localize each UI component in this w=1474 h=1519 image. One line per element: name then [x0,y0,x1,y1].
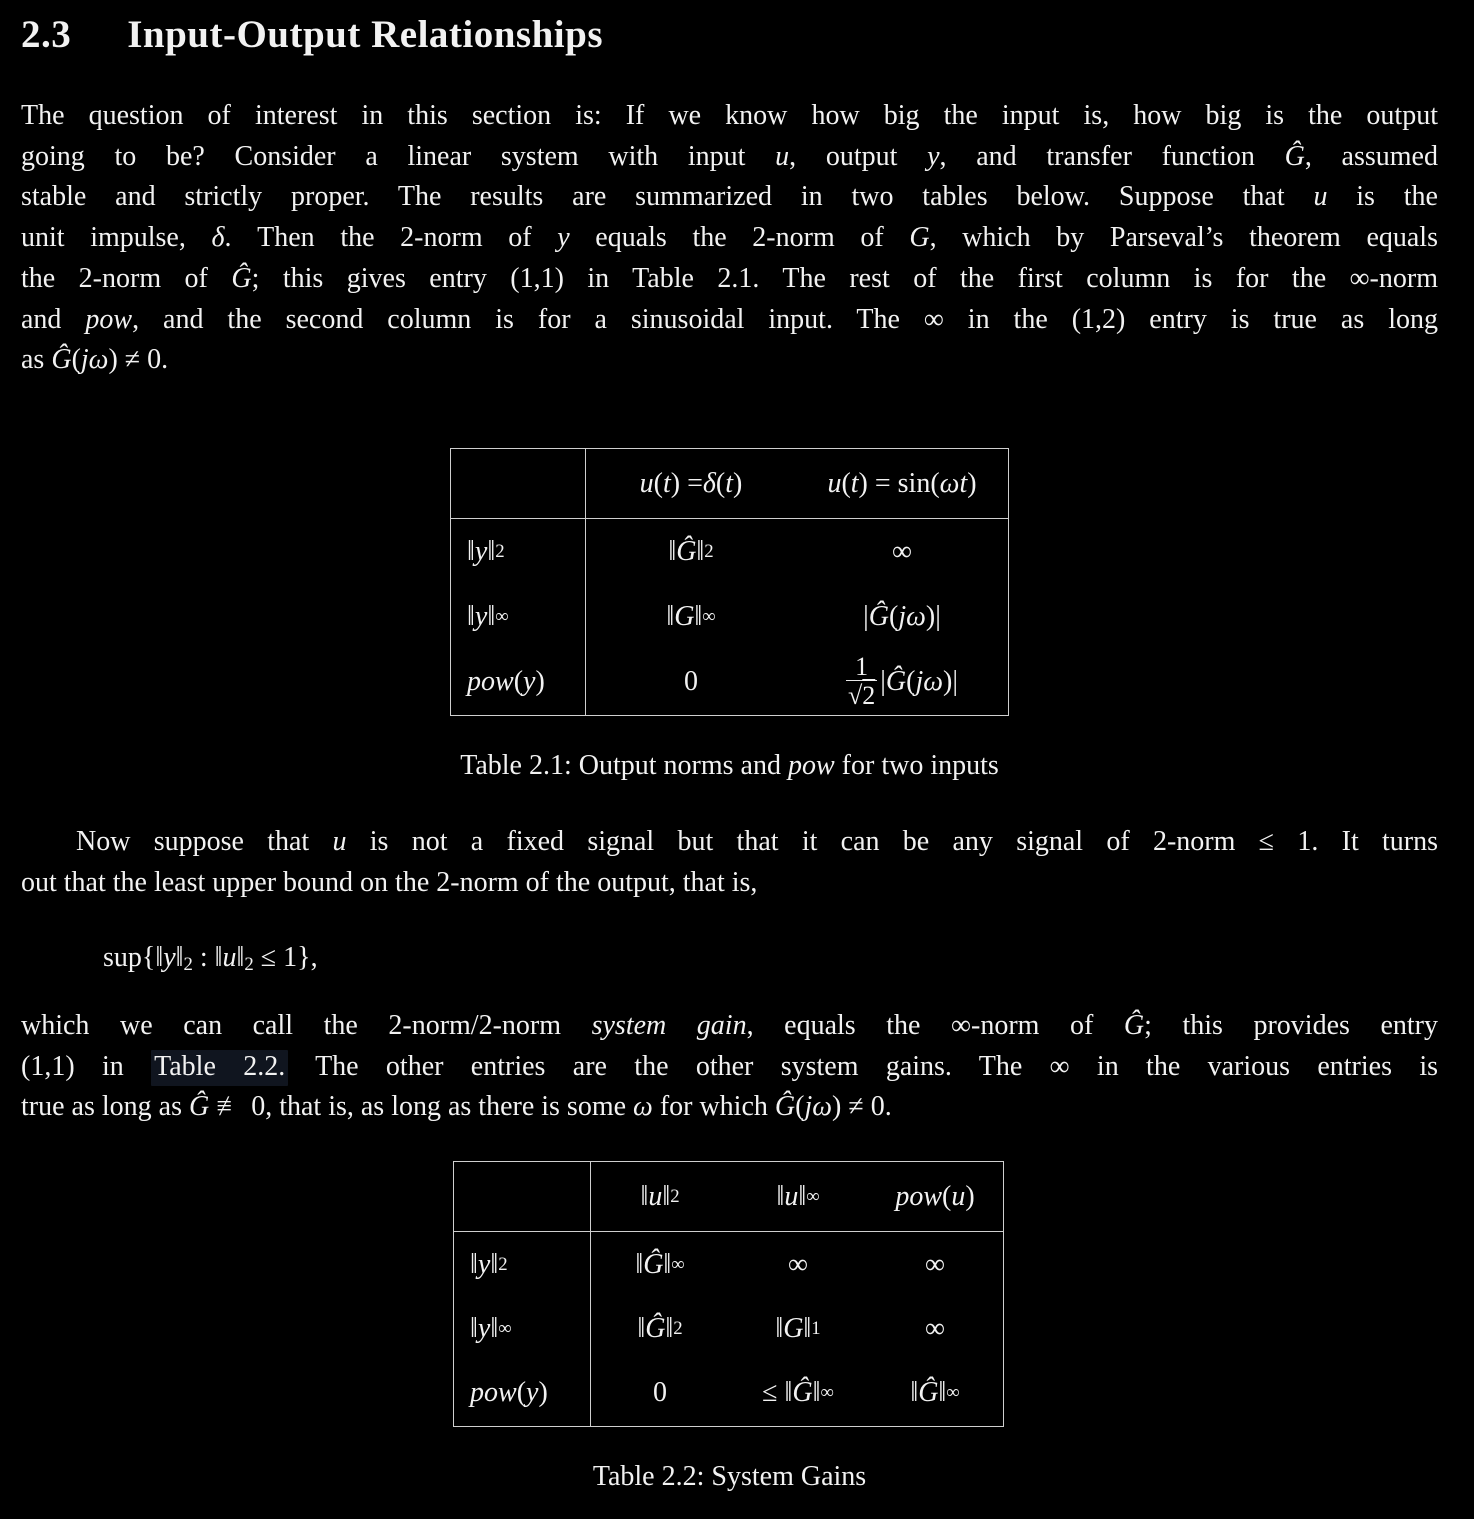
table-2-2-cell: ‖ G ‖ 1 [775,1313,821,1345]
table-2-1-cell: ‖ Ĝ ‖ 2 [668,536,714,568]
paragraph-3 [21,1006,1438,1128]
table-2-2-header-uinf: ‖ u ‖ ∞ [729,1162,867,1232]
table-2-2-row-label: ‖ y ‖ ∞ [454,1298,591,1360]
table-caption-1: Table 2.1: Output norms and pow for two inputs [460,750,999,781]
paragraph-1 [21,96,1438,381]
table-2-2-header-u2: ‖ u ‖ 2 [591,1162,729,1232]
table-2-2-cell: ∞ [788,1249,808,1281]
table-2-2-cell: ‖ Ĝ ‖ ∞ [910,1377,960,1409]
display-equation: $sup\{‖y‖_2$ : $‖u‖_2 \le 1$}, [103,942,318,976]
table-2-2-row-label: ‖ y ‖ 2 [454,1232,591,1298]
paragraph-line: going to be? Consider a linear system with input u, output y, and transfer function Ĝ, assumed [21,140,1438,172]
paragraph-line: Now suppose that u is not a fixed signal but that it can be any signal of 2-norm ≤ 1. It turns [76,826,1438,857]
table-2-1 [450,448,1009,716]
table-2-1-corner-cell [451,449,586,519]
section-heading [21,12,603,57]
table-2-1-row-label: ‖ y ‖ ∞ [451,585,586,649]
table-2-2-cell: ∞ [925,1313,945,1345]
table-2-2 [453,1161,1004,1427]
table-2-1-row-label: ‖ y ‖ 2 [451,519,586,585]
table-2-1-cell: | Ĝ ( jω )| [863,601,941,633]
paragraph-line: true as long as Ĝ ≢ 0, that is, as long as there is some ω for which Ĝ(jω) ≠ 0. [21,1091,892,1123]
paragraph-line: unit impulse, δ. Then the 2-norm of y equals the 2-norm of G, which by Parseval’s theorem equals [21,222,1438,254]
table-2-2-row-label: pow ( y ) [454,1360,591,1426]
table-2-1-cell: $\frac{1}{√2}$ |Ĝ(jω)| [848,651,958,711]
paragraph-line: the 2-norm of Ĝ; this gives entry (1,1) in Table 2.1. The rest of the first column is for the ∞-norm [21,262,1438,294]
table-2-1-cell: ‖ G ‖ ∞ [666,601,716,633]
paragraph-line: which we can call the 2-norm/2-norm system gain, equals the ∞-norm of Ĝ; this provides entry [21,1010,1438,1041]
section-number: 2.3 [21,13,72,56]
table-2-2-corner-cell [454,1162,591,1232]
paragraph-line: as Ĝ(jω) ≠ 0. [21,344,169,376]
table-2-1-cell: 0 [684,666,698,698]
table-2-2-header-powu: pow ( u ) [867,1162,1003,1232]
table-caption-2: Table 2.2: System Gains [592,1461,867,1492]
table-2-2-cell: 0 [653,1377,667,1409]
paragraph-line: (1,1) in Table 2.2. The other entries are the other system gains. The ∞ in the various entries is [21,1047,1438,1088]
paragraph-line: stable and strictly proper. The results are summarized in two tables below. Suppose that u is the [21,181,1438,213]
table-2-1-header-sinusoid: u ( t ) = sin( ωt ) [796,449,1008,519]
table-2-1-row-label: pow ( y ) [451,649,586,715]
paragraph-line: out that the least upper bound on the 2-norm of the output, that is, [21,866,758,898]
table-2-2-cell: ‖ Ĝ ‖ 2 [637,1313,683,1345]
table-2-2-cell: ≤ ‖ Ĝ ‖ ∞ [762,1377,834,1409]
table-2-2-cell: ‖ Ĝ ‖ ∞ [635,1249,685,1281]
paragraph-line: The question of interest in this section is: If we know how big the input is, how big is the output [21,100,1438,131]
paragraph-line: and pow, and the second column is for a sinusoidal input. The ∞ in the (1,2) entry is true as long [21,303,1438,335]
table-2-2-cell: ∞ [925,1249,945,1281]
section-title: Input-Output Relationships [127,13,603,56]
table-2-1-header-impulse: u ( t ) = δ ( t ) [586,449,796,519]
table-2-1-cell: ∞ [892,536,912,568]
paragraph-2 [21,822,1438,903]
